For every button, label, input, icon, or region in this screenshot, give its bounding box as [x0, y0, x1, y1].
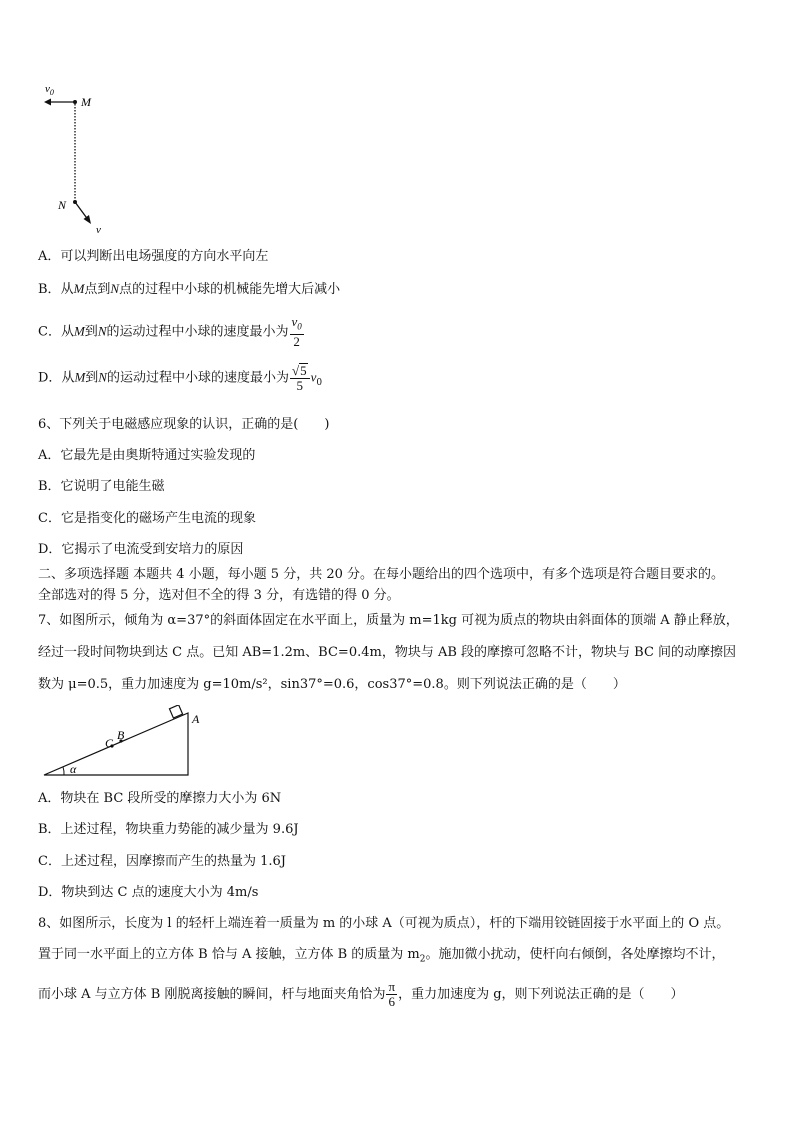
q7-option-a: A．物块在 BC 段所受的摩擦力大小为 6N: [38, 791, 282, 806]
q7-stem-line3: 数为 μ=0.5，重力加速度为 g=10m/s²，sin37°=0.6，cos37°=0.8。则下列说法正确的是（ ）: [38, 677, 626, 692]
figure-mn-diagram: [40, 78, 130, 238]
q6-option-a: A．它最先是由奥斯特通过实验发现的: [38, 448, 256, 463]
figure-v0-label: $v_0$: [45, 83, 54, 97]
label-b: B: [117, 728, 125, 742]
label-c: C: [105, 736, 114, 750]
q5-option-a: A．可以判断出电场强度的方向水平向左: [38, 249, 269, 264]
figure-incline: [40, 705, 220, 780]
q7-option-d: D．物块到达 C 点的速度大小为 4m/s: [38, 885, 259, 900]
v0-arrowhead: [44, 99, 51, 106]
label-alpha: α: [70, 762, 77, 776]
q8-stem-line1: 8、如图所示，长度为 l 的轻杆上端连着一质量为 m 的小球 A（可视为质点），杆的下端用铰链固接于水平面上的 O 点。: [38, 916, 730, 931]
fraction-sqrt5-over-5: $\frac{√5}{5}$: [290, 363, 310, 393]
q7-option-c: C．上述过程，因摩擦而产生的热量为 1.6J: [38, 854, 286, 869]
point-m: [73, 100, 77, 104]
q7-option-b: B．上述过程，物块重力势能的减少量为 9.6J: [38, 822, 299, 837]
q6-option-c: C．它是指变化的磁场产生电流的现象: [38, 511, 256, 526]
q5-option-d: D．从M到N的运动过程中小球的速度最小为 $\frac{√5}{5}$ $v_0$: [38, 363, 323, 393]
label-a: A: [192, 712, 200, 726]
fraction-pi-over-6: $\frac{\pi}{6}$: [388, 979, 396, 1009]
figure-v-label: v: [96, 224, 101, 236]
incline-triangle: [44, 713, 188, 775]
q7-stem-line1: 7、如图所示，倾角为 α=37°的斜面体固定在水平面上，质量为 m=1kg 可视为质点的物块由斜面体的顶端 A 静止释放，: [38, 613, 739, 628]
q6-option-b: B．它说明了电能生磁: [38, 479, 165, 494]
angle-arc: [63, 767, 64, 775]
q8-stem-line3: 而小球 A 与立方体 B 刚脱离接触的瞬间，杆与地面夹角恰为 $\frac{\pi}{6}$ ，重力加速度为 g，则下列说法正确的是（ ）: [38, 979, 684, 1009]
fraction-v0-over-2: $\frac{v_0}{2}$: [291, 314, 302, 349]
q8-stem-line2: 置于同一水平面上的立方体 B 恰与 A 接触，立方体 B 的质量为 $m_2$。施加微小扰动，使杆向右倾倒，各处摩擦均不计，: [38, 947, 725, 965]
q7-stem-line2: 经过一段时间物块到达 C 点。已知 AB=1.2m、BC=0.4m，物块与 AB 段的摩擦可忽略不计，物块与 BC 间的动摩擦因: [38, 645, 737, 660]
q5-option-b: B．从M点到N点的过程中小球的机械能先增大后减小: [38, 281, 341, 297]
section2-instructions-line2: 全部选对的得 5 分，选对但不全的得 3 分，有选错的得 0 分。: [38, 588, 400, 603]
q6-stem: 6、下列关于电磁感应现象的认识，正确的是( ): [38, 417, 330, 432]
section2-instructions-line1: 二、多项选择题 本题共 4 小题，每小题 5 分，共 20 分。在每小题给出的四个选项中，有多个选项是符合题目要求的。: [38, 567, 725, 582]
figure-m-label: M: [81, 95, 91, 109]
q6-option-d: D．它揭示了电流受到安培力的原因: [38, 542, 244, 557]
figure-n-label: N: [58, 198, 67, 212]
q5-option-c: C．从M到N的运动过程中小球的速度最小为 $\frac{v_0}{2}$: [38, 314, 302, 349]
v-arrowhead: [84, 215, 92, 224]
